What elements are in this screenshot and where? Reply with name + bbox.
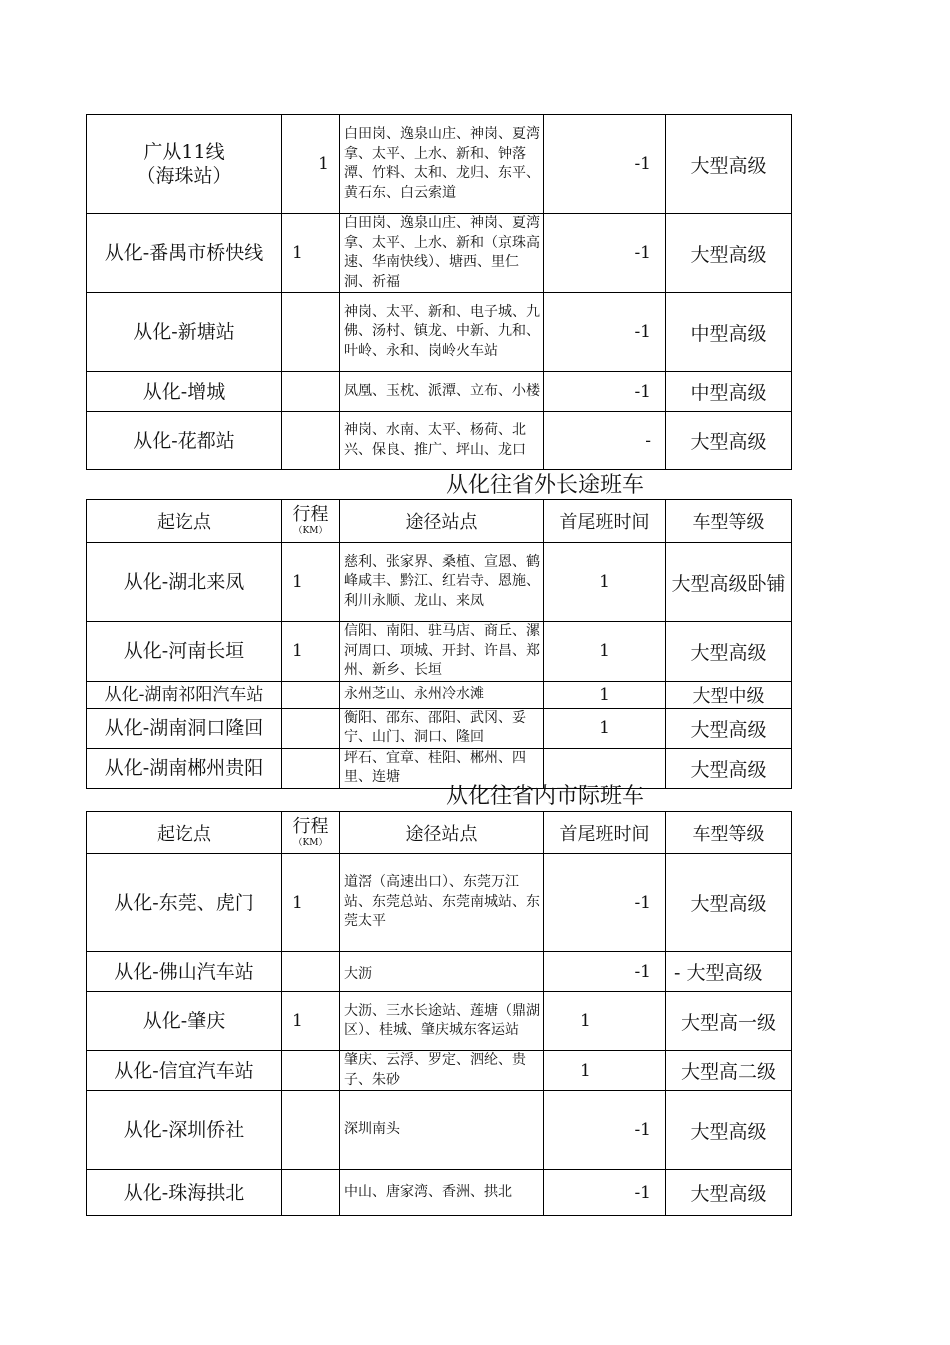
- distance-cell: [282, 1170, 340, 1216]
- bus-type-cell: 大型高级: [666, 412, 792, 470]
- header-distance: [282, 812, 340, 854]
- header-bus-type: 车型等级: [666, 812, 792, 854]
- intercity-bus-table: [86, 114, 792, 470]
- route-name: 从化-湖南洞口隆回: [87, 708, 282, 748]
- header-distance-unit: （KM）: [293, 526, 328, 536]
- header-schedule: 首尾班时间: [544, 500, 666, 543]
- stops-cell: 永州芝山、永州冷水滩: [340, 681, 544, 708]
- route-name: 从化-深圳侨社: [87, 1091, 282, 1170]
- schedule-cell: -: [544, 412, 666, 470]
- bus-type-cell: 大型高级: [666, 214, 792, 293]
- route-name: 从化-佛山汽车站: [87, 952, 282, 992]
- bus-type-cell: 大型高级卧铺: [666, 543, 792, 622]
- header-bus-type: 车型等级: [666, 500, 792, 543]
- interprovincial-bus-table: [86, 499, 792, 789]
- table-row: [87, 412, 792, 470]
- distance-cell: [282, 293, 340, 372]
- stops-cell: 信阳、南阳、驻马店、商丘、漯河周口、项城、开封、许昌、郑州、新乡、长垣: [340, 622, 544, 682]
- table-row: [87, 1091, 792, 1170]
- section-title-intraprovincial: 从化往省内市际班车: [446, 784, 645, 809]
- stops-cell: 大沥: [340, 952, 544, 992]
- distance-cell: [282, 681, 340, 708]
- route-name: 从化-信宜汽车站: [87, 1051, 282, 1091]
- bus-type-cell: 大型高级: [666, 1091, 792, 1170]
- table-row: [87, 293, 792, 372]
- stops-cell: 道滘（高速出口）、东莞万江站、东莞总站、东莞南城站、东莞太平: [340, 854, 544, 952]
- table-row: [87, 708, 792, 748]
- bus-type-cell: 大型高一级: [666, 992, 792, 1051]
- bus-type-cell: 中型高级: [666, 372, 792, 412]
- table-row: [87, 681, 792, 708]
- distance-cell: [282, 952, 340, 992]
- distance-cell: 1: [282, 543, 340, 622]
- table-row: [87, 854, 792, 952]
- schedule-cell: -1: [544, 293, 666, 372]
- header-distance: [282, 500, 340, 543]
- stops-cell: 白田岗、逸泉山庄、神岗、夏湾拿、太平、上水、新和（京珠高速、华南快线）、塘西、里仁洞、祈福: [340, 214, 544, 293]
- schedule-cell: -1: [544, 1170, 666, 1216]
- stops-cell: 神岗、太平、新和、电子城、九佛、汤村、镇龙、中新、九和、叶岭、永和、岗岭火车站: [340, 293, 544, 372]
- table-row: [87, 952, 792, 992]
- table-row: [87, 214, 792, 293]
- bus-type-cell: 大型高级: [666, 115, 792, 214]
- route-name: 从化-番禺市桥快线: [87, 214, 282, 293]
- schedule-cell: -1: [544, 372, 666, 412]
- bus-type-cell: 大型高级: [666, 854, 792, 952]
- distance-cell: 1: [282, 115, 340, 214]
- stops-cell: 神岗、水南、太平、杨荷、北兴、保良、推广、坪山、龙口: [340, 412, 544, 470]
- stops-cell: 衡阳、邵东、邵阳、武冈、妥宁、山门、洞口、隆回: [340, 708, 544, 748]
- route-name: 从化-湖南郴州贵阳: [87, 748, 282, 788]
- route-name: 从化-肇庆: [87, 992, 282, 1051]
- route-name: 从化-花都站: [87, 412, 282, 470]
- distance-cell: 1: [282, 622, 340, 682]
- distance-cell: [282, 1091, 340, 1170]
- header-stops: 途径站点: [340, 500, 544, 543]
- bus-type-cell: 大型高级: [666, 748, 792, 788]
- schedule-cell: -1: [544, 214, 666, 293]
- schedule-cell: -1: [544, 1091, 666, 1170]
- table-header-row: [87, 500, 792, 543]
- table-row: [87, 372, 792, 412]
- distance-cell: 1: [282, 992, 340, 1051]
- header-distance-label: 行程: [292, 815, 329, 837]
- bus-type-cell: 大型高级: [666, 1170, 792, 1216]
- table-row: [87, 622, 792, 682]
- schedule-cell: -1: [544, 952, 666, 992]
- header-endpoints: 起讫点: [87, 812, 282, 854]
- stops-cell: 白田岗、逸泉山庄、神岗、夏湾拿、太平、上水、新和、钟落潭、竹料、太和、龙归、东平、黄石东、白云索道: [340, 115, 544, 214]
- header-distance-unit: （KM）: [293, 837, 328, 848]
- table-row: [87, 115, 792, 214]
- schedule-cell: 1: [544, 543, 666, 622]
- header-schedule: 首尾班时间: [544, 812, 666, 854]
- header-endpoints: 起讫点: [87, 500, 282, 543]
- stops-cell: 中山、唐家湾、香洲、拱北: [340, 1170, 544, 1216]
- schedule-cell: 1: [544, 622, 666, 682]
- distance-cell: [282, 708, 340, 748]
- stops-cell: 慈利、张家界、桑植、宣恩、鹤峰咸丰、黔江、红岩寺、恩施、利川永顺、龙山、来凤: [340, 543, 544, 622]
- route-name: 广从11线: [143, 141, 225, 163]
- schedule-cell: 1: [544, 1051, 666, 1091]
- table-row: [87, 1051, 792, 1091]
- schedule-cell: 1: [544, 992, 666, 1051]
- route-name: 从化-河南长垣: [87, 622, 282, 682]
- header-stops: 途径站点: [340, 812, 544, 854]
- route-name: 从化-湖南祁阳汽车站: [87, 681, 282, 708]
- schedule-cell: 1: [544, 708, 666, 748]
- bus-type-cell: 大型中级: [666, 681, 792, 708]
- route-name: 从化-新塘站: [87, 293, 282, 372]
- distance-cell: [282, 372, 340, 412]
- intraprovincial-bus-table: [86, 811, 792, 1216]
- distance-cell: 1: [282, 854, 340, 952]
- route-endpoints: [87, 115, 282, 214]
- route-name-sub: （海珠站）: [136, 165, 232, 187]
- stops-cell: 大沥、三水长途站、莲塘（鼎湖区）、桂城、肇庆城东客运站: [340, 992, 544, 1051]
- bus-type-cell: - 大型高级: [666, 952, 792, 992]
- route-name: 从化-湖北来凤: [87, 543, 282, 622]
- distance-cell: [282, 1051, 340, 1091]
- table-row: [87, 1170, 792, 1216]
- distance-cell: 1: [282, 214, 340, 293]
- table-row: [87, 992, 792, 1051]
- bus-type-cell: 中型高级: [666, 293, 792, 372]
- schedule-cell: 1: [544, 681, 666, 708]
- table-header-row: [87, 812, 792, 854]
- bus-type-cell: 大型高二级: [666, 1051, 792, 1091]
- bus-type-cell: 大型高级: [666, 708, 792, 748]
- table-row: [87, 748, 792, 788]
- route-name: 从化-东莞、虎门: [87, 854, 282, 952]
- schedule-cell: -1: [544, 115, 666, 214]
- route-name: 从化-增城: [87, 372, 282, 412]
- stops-cell: 坪石、宜章、桂阳、郴州、四里、连塘: [340, 748, 544, 788]
- header-distance-label: 行程: [292, 504, 329, 525]
- stops-cell: 凤凰、玉枕、派潭、立布、小楼: [340, 372, 544, 412]
- table-row: [87, 543, 792, 622]
- stops-cell: 肇庆、云浮、罗定、泗纶、贵子、朱砂: [340, 1051, 544, 1091]
- distance-cell: [282, 748, 340, 788]
- distance-cell: [282, 412, 340, 470]
- section-title-interprovincial: 从化往省外长途班车: [446, 473, 645, 498]
- route-name: 从化-珠海拱北: [87, 1170, 282, 1216]
- bus-type-cell: 大型高级: [666, 622, 792, 682]
- stops-cell: 深圳南头: [340, 1091, 544, 1170]
- schedule-cell: -1: [544, 854, 666, 952]
